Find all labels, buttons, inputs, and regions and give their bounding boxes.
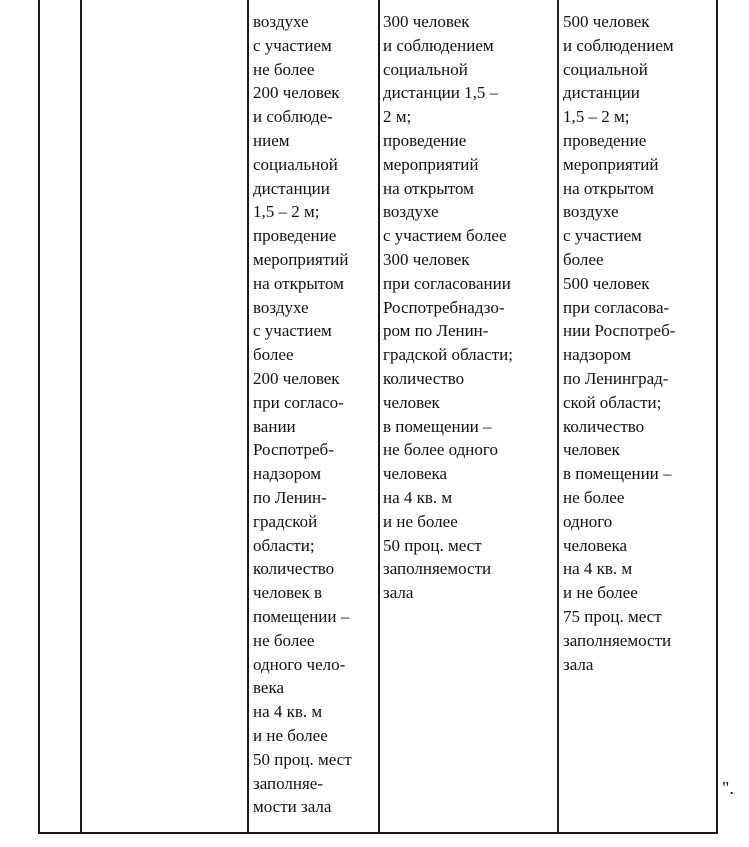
cell-line: по Ленинград- bbox=[563, 368, 669, 388]
cell-line: воздухе bbox=[383, 202, 439, 222]
cell-line: социальной bbox=[563, 59, 648, 79]
cell-line: дистанции bbox=[563, 83, 640, 103]
cell-line: дистанции bbox=[253, 178, 330, 198]
cell-line: градской области; bbox=[383, 345, 514, 365]
cell-line: ской области; bbox=[563, 392, 662, 412]
cell-line: Роспотребнадзо- bbox=[383, 297, 505, 317]
cell-line: в помещении – bbox=[563, 464, 672, 484]
cell-line: при согласо- bbox=[253, 392, 344, 412]
cell-line: количество bbox=[383, 368, 465, 388]
cell-line: помещении – bbox=[253, 606, 350, 626]
cell-line: 200 человек bbox=[253, 83, 340, 103]
cell-line: и не более bbox=[253, 725, 328, 745]
cell-line: мероприятий bbox=[383, 154, 479, 174]
cell-line: более bbox=[563, 249, 604, 269]
cell-line: на открытом bbox=[253, 273, 344, 293]
cell-line: человек в bbox=[253, 583, 323, 603]
cell-line: проведение bbox=[253, 226, 337, 246]
cell-line: одного bbox=[563, 511, 613, 531]
cell-line: 1,5 – 2 м; bbox=[253, 202, 320, 222]
cell-line: мероприятий bbox=[563, 154, 659, 174]
cell-line: мости зала bbox=[253, 797, 332, 817]
cell-line: ром по Ленин- bbox=[383, 321, 489, 341]
cell-line: 50 проц. мест bbox=[253, 749, 352, 769]
cell-line: с участием bbox=[253, 35, 332, 55]
cell-line: не более bbox=[563, 487, 625, 507]
cell-line: при согласовании bbox=[383, 273, 511, 293]
cell-line: проведение bbox=[383, 130, 467, 150]
cell-line: мероприятий bbox=[253, 249, 349, 269]
cell-line: человек bbox=[563, 440, 620, 460]
cell-line: на открытом bbox=[563, 178, 654, 198]
cell-line: заполняемости bbox=[383, 559, 492, 579]
cell-line: воздухе bbox=[253, 12, 309, 31]
cell-line: не более одного bbox=[383, 440, 498, 460]
cell-line: при согласова- bbox=[563, 297, 670, 317]
cell-line: века bbox=[253, 678, 285, 698]
cell-line: воздухе bbox=[563, 202, 619, 222]
cell-line: 200 человек bbox=[253, 368, 340, 388]
cell-line: с участием bbox=[253, 321, 332, 341]
cell-line: 500 человек bbox=[563, 12, 650, 31]
cell-line: и не более bbox=[383, 511, 458, 531]
cell-line: количество bbox=[563, 416, 645, 436]
cell-line: на 4 кв. м bbox=[563, 559, 633, 579]
cell-line: 300 человек bbox=[383, 249, 470, 269]
cell-line: Роспотреб- bbox=[253, 440, 334, 460]
cell-line: не более bbox=[253, 59, 315, 79]
cell-line: заполняемости bbox=[563, 630, 672, 650]
cell-line: с участием более bbox=[383, 226, 507, 246]
cell-line: по Ленин- bbox=[253, 487, 327, 507]
cell-line: количество bbox=[253, 559, 335, 579]
cell-line: заполняе- bbox=[253, 773, 324, 793]
cell-line: вании bbox=[253, 416, 296, 436]
cell-line: градской bbox=[253, 511, 318, 531]
cell-line: области; bbox=[253, 535, 315, 555]
cell-line: зала bbox=[383, 583, 414, 603]
cell-line: зала bbox=[563, 654, 594, 674]
closing-quote-mark: ". bbox=[722, 778, 734, 798]
cell-line: одного чело- bbox=[253, 654, 346, 674]
cell-line: 500 человек bbox=[563, 273, 650, 293]
cell-line: надзором bbox=[253, 464, 322, 484]
cell-line: социальной bbox=[253, 154, 338, 174]
cell-line: проведение bbox=[563, 130, 647, 150]
column-divider-4 bbox=[557, 0, 559, 834]
cell-line: 50 проц. мест bbox=[383, 535, 482, 555]
column-divider-3 bbox=[378, 0, 380, 834]
cell-line: на 4 кв. м bbox=[253, 702, 323, 722]
cell-line: на 4 кв. м bbox=[383, 487, 453, 507]
cell-line: и не более bbox=[563, 583, 638, 603]
cell-line: 1,5 – 2 м; bbox=[563, 107, 630, 127]
cell-line: 75 проц. мест bbox=[563, 606, 662, 626]
cell-line: социальной bbox=[383, 59, 468, 79]
cell-line: в помещении – bbox=[383, 416, 492, 436]
cell-line: более bbox=[253, 345, 294, 365]
column-divider-1 bbox=[80, 0, 82, 834]
cell-line: на открытом bbox=[383, 178, 474, 198]
table-cell-300-persons bbox=[383, 10, 513, 605]
cell-line: 2 м; bbox=[383, 107, 412, 127]
cell-line: дистанции 1,5 – bbox=[383, 83, 499, 103]
cell-line: и соблюдением bbox=[383, 35, 494, 55]
cell-line: нием bbox=[253, 130, 290, 150]
cell-line: человека bbox=[383, 464, 448, 484]
cell-line: нии Роспотреб- bbox=[563, 321, 676, 341]
cell-line: надзором bbox=[563, 345, 632, 365]
cell-line: 300 человек bbox=[383, 12, 470, 31]
cell-line: и соблюдением bbox=[563, 35, 674, 55]
table-cell-500-persons bbox=[563, 10, 675, 676]
cell-line: воздухе bbox=[253, 297, 309, 317]
cell-line: с участием bbox=[563, 226, 642, 246]
cell-line: человека bbox=[563, 535, 628, 555]
column-divider-2 bbox=[247, 0, 249, 834]
cell-line: и соблюде- bbox=[253, 107, 333, 127]
table-cell-200-persons bbox=[253, 10, 352, 819]
cell-line: человек bbox=[383, 392, 440, 412]
cell-line: не более bbox=[253, 630, 315, 650]
